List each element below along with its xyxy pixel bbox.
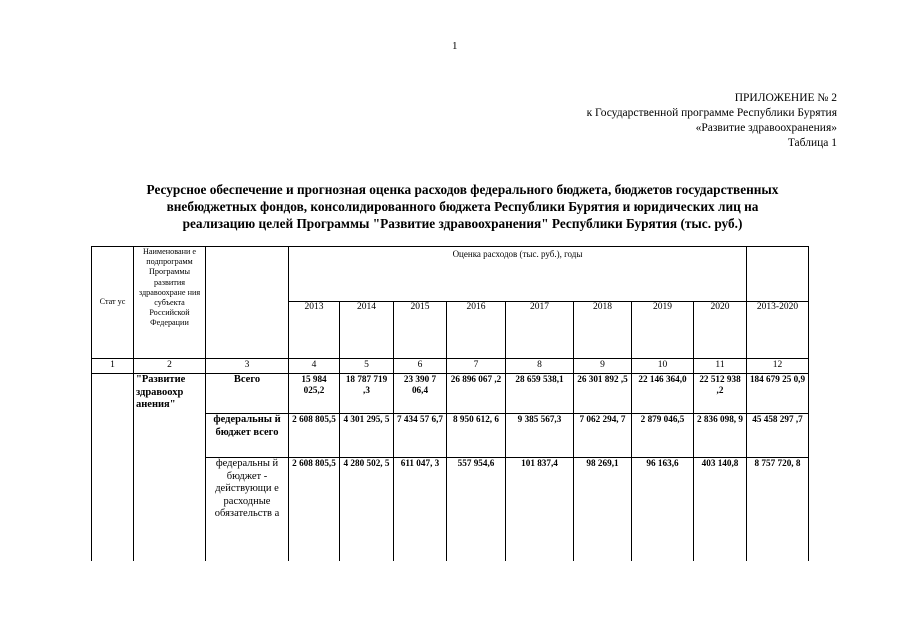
value-cell: 98 269,1: [574, 458, 632, 561]
appendix-line: «Развитие здравоохранения»: [695, 122, 837, 134]
year-header: 2018: [574, 302, 632, 359]
value-cell: 403 140,8: [694, 458, 747, 561]
value-cell: 8 950 612, 6: [447, 414, 506, 458]
column-number: 10: [632, 359, 694, 374]
title-line: реализацию целей Программы "Развитие здравоохранения" Республики Бурятия (тыс. руб.): [182, 216, 743, 231]
value-cell: 611 047, 3: [394, 458, 447, 561]
document-title: [90, 181, 835, 232]
column-number: 9: [574, 359, 632, 374]
column-number: 8: [506, 359, 574, 374]
status-cell: [92, 374, 134, 561]
value-cell: 15 984 025,2: [289, 374, 340, 414]
row-label: Всего: [206, 374, 289, 414]
column-number: 5: [340, 359, 394, 374]
value-cell: 184 679 25 0,9: [747, 374, 809, 414]
blank-header-cell: [206, 247, 289, 359]
year-header: 2015: [394, 302, 447, 359]
header-row: [92, 247, 809, 302]
value-cell: 4 301 295, 5: [340, 414, 394, 458]
value-cell: 23 390 7 06,4: [394, 374, 447, 414]
appendix-line: ПРИЛОЖЕНИЕ № 2: [734, 92, 837, 104]
title-line: Ресурсное обеспечение и прогнозная оценка расходов федерального бюджета, бюджетов государственных: [146, 182, 779, 197]
year-header: 2013-2020: [747, 302, 809, 359]
value-cell: 45 458 297 ,7: [747, 414, 809, 458]
title-line: внебюджетных фондов, консолидированного бюджета Республики Бурятия и юридических лиц на: [166, 199, 759, 214]
program-name-cell: "Развитие здравоохр анения": [134, 374, 206, 561]
column-number: 1: [92, 359, 134, 374]
value-cell: 2 879 046,5: [632, 414, 694, 458]
value-cell: 2 608 805,5: [289, 414, 340, 458]
value-cell: 7 434 57 6,7: [394, 414, 447, 458]
column-number-row: [92, 359, 809, 374]
budget-table: [91, 246, 809, 561]
row-label: федеральны й бюджет - действующи е расходные обязательств а: [206, 458, 289, 561]
row-label: федеральны й бюджет всего: [206, 414, 289, 458]
value-cell: 26 301 892 ,5: [574, 374, 632, 414]
column-number: 7: [447, 359, 506, 374]
value-cell: 96 163,6: [632, 458, 694, 561]
appendix-line: Таблица 1: [787, 137, 837, 149]
year-header: 2016: [447, 302, 506, 359]
table-row: [92, 374, 809, 414]
column-number: 3: [206, 359, 289, 374]
blank-header-cell: [747, 247, 809, 302]
page-number: 1: [452, 40, 458, 52]
subprogram-header: Наименовани е подпрограмм Программы развития здравоохране ния субъекта Российской Федерации: [134, 247, 206, 359]
value-cell: 2 608 805,5: [289, 458, 340, 561]
year-header: 2020: [694, 302, 747, 359]
column-number: 6: [394, 359, 447, 374]
value-cell: 26 896 067 ,2: [447, 374, 506, 414]
column-number: 4: [289, 359, 340, 374]
value-cell: 4 280 502, 5: [340, 458, 394, 561]
value-cell: 22 146 364,0: [632, 374, 694, 414]
value-cell: 2 836 098, 9: [694, 414, 747, 458]
value-cell: 8 757 720, 8: [747, 458, 809, 561]
column-number: 12: [747, 359, 809, 374]
value-cell: 28 659 538,1: [506, 374, 574, 414]
estimate-header: Оценка расходов (тыс. руб.), годы: [289, 247, 747, 302]
value-cell: 9 385 567,3: [506, 414, 574, 458]
appendix-header: [587, 91, 837, 151]
value-cell: 18 787 719 ,3: [340, 374, 394, 414]
appendix-line: к Государственной программе Республики Бурятия: [586, 107, 837, 119]
status-header: Стат ус: [92, 247, 134, 359]
value-cell: 101 837,4: [506, 458, 574, 561]
column-number: 11: [694, 359, 747, 374]
value-cell: 22 512 938 ,2: [694, 374, 747, 414]
value-cell: 557 954,6: [447, 458, 506, 561]
year-header: 2013: [289, 302, 340, 359]
year-header: 2014: [340, 302, 394, 359]
year-header: 2019: [632, 302, 694, 359]
value-cell: 7 062 294, 7: [574, 414, 632, 458]
year-header: 2017: [506, 302, 574, 359]
column-number: 2: [134, 359, 206, 374]
